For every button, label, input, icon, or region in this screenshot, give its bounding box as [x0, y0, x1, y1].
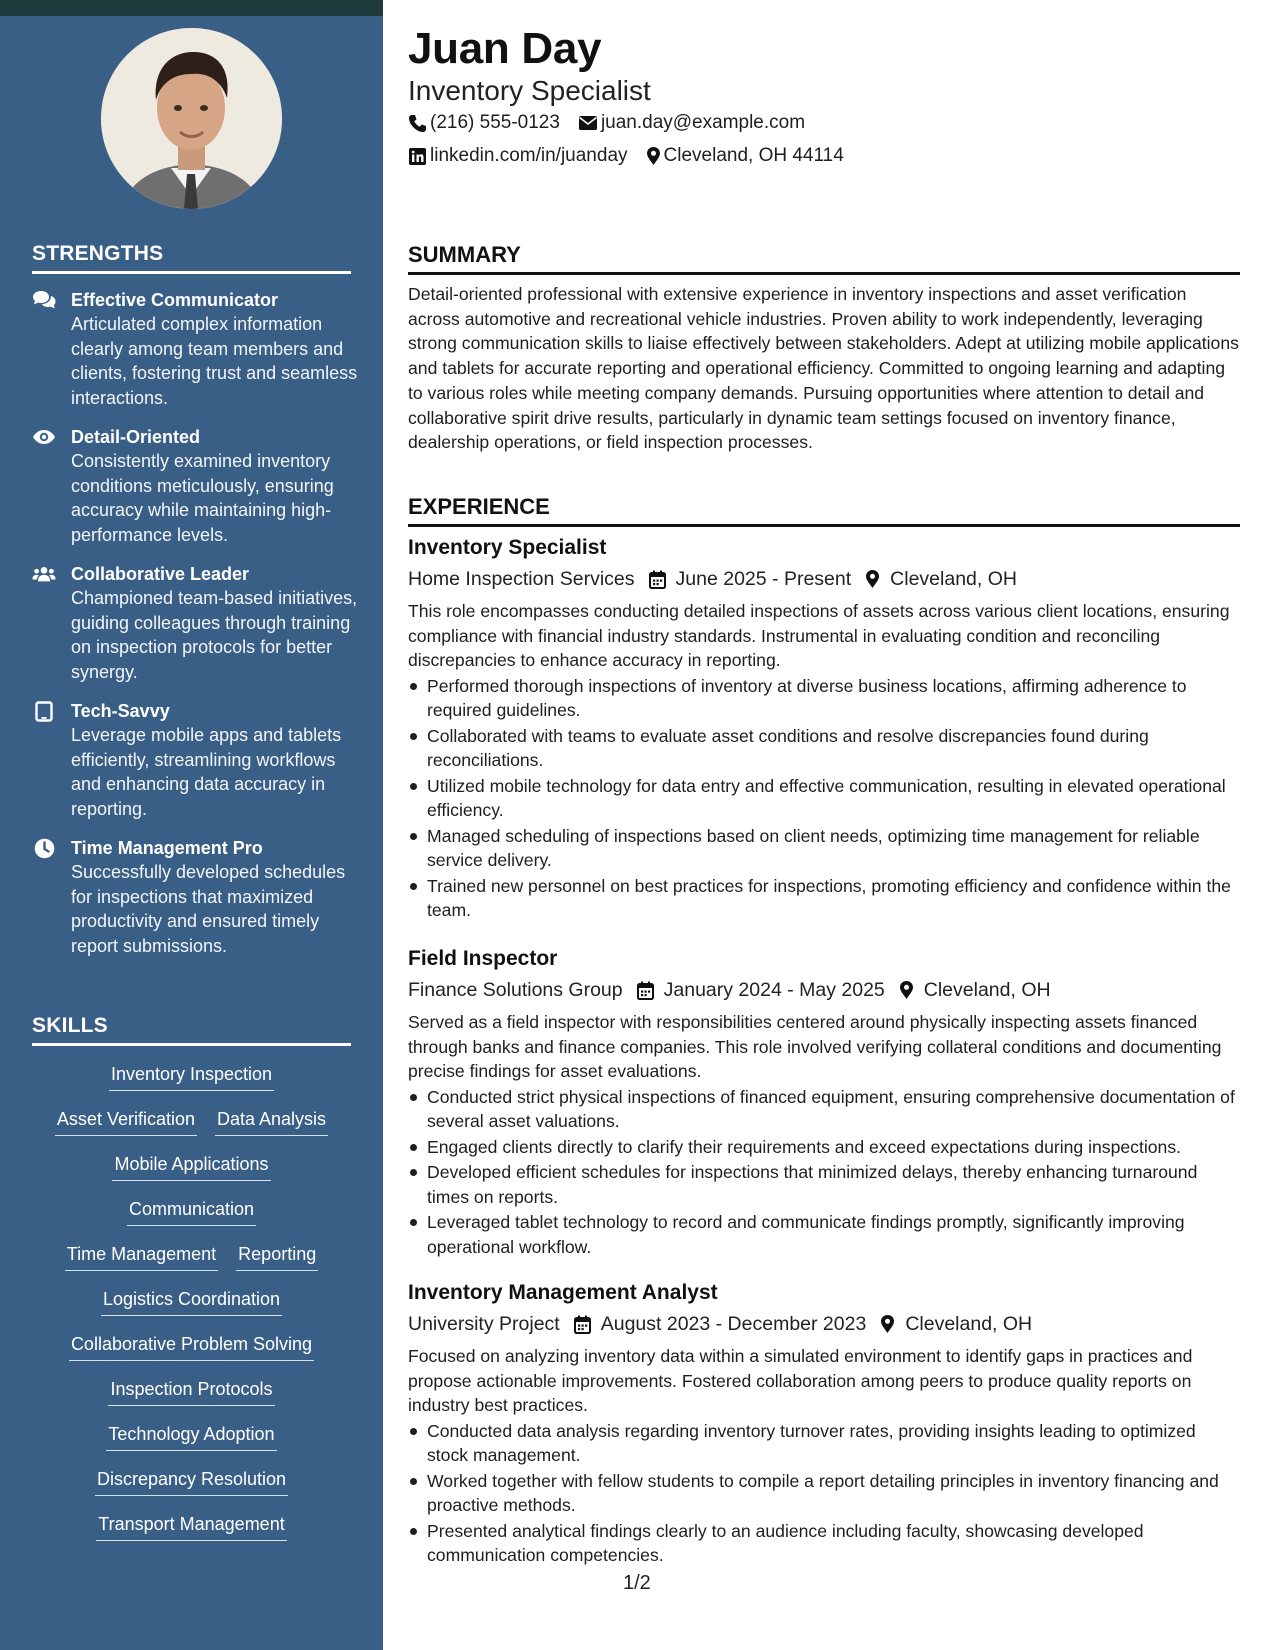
- skill-tag: Logistics Coordination: [101, 1287, 282, 1316]
- strength-title: Collaborative Leader: [71, 564, 250, 584]
- phone-number: (216) 555-0123: [430, 112, 560, 133]
- location-text: Cleveland, OH 44114: [663, 145, 844, 166]
- company-name: Home Inspection Services: [408, 568, 635, 590]
- job-location-text: Cleveland, OH: [905, 1313, 1033, 1335]
- job-location-text: Cleveland, OH: [890, 568, 1017, 590]
- job-bullet: Collaborated with teams to evaluate asset conditions and resolve discrepancies found during reconciliations.: [408, 724, 1240, 773]
- job-bullet: Engaged clients directly to clarify their requirements and exceed expectations during inspections.: [408, 1135, 1240, 1160]
- job-meta: [408, 1309, 1240, 1339]
- linkedin-contact[interactable]: [408, 145, 628, 167]
- tablet-icon: [32, 700, 56, 722]
- experience-entry: [408, 534, 1240, 924]
- job-meta: [408, 564, 1240, 594]
- job-bullet: Conducted strict physical inspections of financed equipment, ensuring comprehensive documentation of several asset valuations.: [408, 1085, 1240, 1134]
- linkedin-icon: [408, 147, 427, 166]
- contact-row: [408, 112, 823, 134]
- job-bullet: Leveraged tablet technology to record and communicate findings promptly, significantly improving operational workflow.: [408, 1210, 1240, 1259]
- skill-tag: Collaborative Problem Solving: [69, 1332, 314, 1361]
- job-bullet: Worked together with fellow students to compile a report detailing principles in inventory financing and proactive methods.: [408, 1469, 1240, 1518]
- phone-icon: [408, 114, 427, 133]
- contact-row: [408, 145, 862, 167]
- strength-title: Detail-Oriented: [71, 427, 201, 447]
- skills-heading: SKILLS: [32, 1014, 351, 1046]
- company-name: University Project: [408, 1313, 560, 1335]
- map-pin-icon: [880, 1314, 895, 1334]
- candidate-title: Inventory Specialist: [408, 75, 651, 106]
- job-bullet: Developed efficient schedules for inspections that minimized delays, thereby enhancing turnaround times on reports.: [408, 1160, 1240, 1209]
- strength-description: Articulated complex information clearly among team members and clients, fostering trust and seamless interactions.: [71, 314, 358, 408]
- experience-heading: EXPERIENCE: [408, 494, 1240, 527]
- envelope-icon: [578, 115, 598, 131]
- skill-tag: Inventory Inspection: [109, 1062, 274, 1091]
- strength-title: Time Management Pro: [71, 838, 263, 858]
- skill-tag: Transport Management: [96, 1512, 286, 1541]
- strength-item: [32, 699, 362, 821]
- users-icon: [32, 563, 56, 585]
- job-bullet: Trained new personnel on best practices for inspections, promoting efficiency and confidence within the team.: [408, 874, 1240, 923]
- clock-icon: [32, 837, 56, 859]
- skill-tag: Asset Verification: [55, 1107, 197, 1136]
- strengths-heading: STRENGTHS: [32, 242, 351, 274]
- job-bullet: Conducted data analysis regarding inventory turnover rates, providing insights leading to optimized stock management.: [408, 1419, 1240, 1468]
- job-dates: [637, 975, 885, 1005]
- location-contact: [646, 145, 844, 167]
- job-description: Served as a field inspector with responsibilities centered around physically inspecting assets financed through banks and finance companies. This role involved verifying collateral conditions and documenting precise findings for asset evaluations.: [408, 1012, 1222, 1081]
- job-bullets: [408, 1419, 1240, 1568]
- skill-tag: Time Management: [65, 1242, 218, 1271]
- job-bullets: [408, 1085, 1240, 1260]
- map-pin-icon: [899, 980, 914, 1000]
- summary-heading: SUMMARY: [408, 242, 1240, 275]
- skill-tag: Discrepancy Resolution: [95, 1467, 288, 1496]
- skills-list: [32, 1062, 351, 1557]
- strength-item: [32, 288, 362, 410]
- strength-description: Leverage mobile apps and tablets efficiently, streamlining workflows and enhancing data accuracy in reporting.: [71, 725, 342, 819]
- strength-description: Consistently examined inventory conditions meticulously, ensuring accuracy while maintaining high-performance levels.: [71, 451, 334, 545]
- email-contact[interactable]: [578, 112, 805, 134]
- strengths-list: [32, 288, 362, 973]
- skill-tag: Technology Adoption: [106, 1422, 276, 1451]
- job-dates-text: June 2025 - Present: [675, 568, 852, 590]
- job-location: [865, 564, 1017, 594]
- job-bullet: Utilized mobile technology for data entry and effective communication, resulting in elevated operational efficiency.: [408, 774, 1240, 823]
- skill-tag: Mobile Applications: [112, 1152, 270, 1181]
- eye-icon: [32, 426, 56, 448]
- linkedin-url[interactable]: linkedin.com/in/juanday: [430, 145, 628, 166]
- job-description: This role encompasses conducting detailed inspections of assets across various client locations, ensuring compliance with financial industry standards. Instrumental in evaluating condition and reconciling discrepancies to enhance accuracy in reporting.: [408, 601, 1230, 670]
- job-bullet: Managed scheduling of inspections based on client needs, optimizing time management for reliable service delivery.: [408, 824, 1240, 873]
- strength-title: Effective Communicator: [71, 290, 279, 310]
- job-dates: [649, 564, 852, 594]
- strength-item: [32, 562, 362, 684]
- map-pin-icon: [865, 569, 880, 589]
- calendar-icon: [637, 981, 654, 1000]
- sidebar-top-bar: [0, 0, 383, 16]
- job-location: [899, 975, 1051, 1005]
- email-address[interactable]: juan.day@example.com: [600, 112, 806, 133]
- summary-text: Detail-oriented professional with extensive experience in inventory inspections and asset verification across automotive and recreational vehicle industries. Proven ability to work independently, leveraging strong communication skills to liaise effectively between stakeholders. Adept at utilizing mobile applications and tablets for accurate reporting and operational efficiency. Committed to ongoing learning and adapting to various roles while meeting company demands. Pursuing opportunities where attention to detail and collaborative spirit drive results, particularly in dynamic team settings focused on inventory finance, dealership operations, or field inspection processes.: [408, 284, 1239, 453]
- strength-item: [32, 836, 362, 958]
- job-meta: [408, 975, 1240, 1005]
- profile-photo: [101, 28, 282, 209]
- job-bullet: Presented analytical findings clearly to an audience including faculty, showcasing developed communication competencies.: [408, 1519, 1240, 1568]
- calendar-icon: [649, 570, 666, 589]
- job-bullets: [408, 674, 1240, 923]
- job-dates: [574, 1309, 867, 1339]
- comments-icon: [32, 289, 56, 311]
- avatar: [101, 28, 282, 209]
- phone-contact: [408, 112, 560, 134]
- company-name: Finance Solutions Group: [408, 979, 623, 1001]
- strength-description: Successfully developed schedules for inspections that maximized productivity and ensured timely report submissions.: [71, 862, 346, 956]
- job-location-text: Cleveland, OH: [923, 979, 1051, 1001]
- job-title: Field Inspector: [408, 947, 558, 970]
- main-content: [408, 0, 1240, 1650]
- experience-entry: [408, 1279, 1240, 1569]
- strength-description: Championed team-based initiatives, guiding colleagues through training on inspection protocols for better synergy.: [71, 588, 358, 682]
- skill-tag: Inspection Protocols: [108, 1377, 274, 1406]
- skill-tag: Communication: [127, 1197, 256, 1226]
- job-dates-text: January 2024 - May 2025: [663, 979, 885, 1001]
- skill-tag: Reporting: [236, 1242, 318, 1271]
- strength-title: Tech-Savvy: [71, 701, 170, 721]
- job-dates-text: August 2023 - December 2023: [600, 1313, 867, 1335]
- job-location: [880, 1309, 1032, 1339]
- map-pin-icon: [646, 146, 661, 166]
- job-title: Inventory Specialist: [408, 536, 607, 559]
- job-bullet: Performed thorough inspections of inventory at diverse business locations, affirming adherence to required guidelines.: [408, 674, 1240, 723]
- page-number: 1/2: [623, 1572, 651, 1594]
- sidebar: [0, 0, 383, 1650]
- candidate-name: Juan Day: [408, 24, 602, 73]
- experience-entry: [408, 945, 1240, 1260]
- job-description: Focused on analyzing inventory data within a simulated environment to identify gaps in practices and propose actionable improvements. Fostered collaboration among peers to produce quality reports on industry best practices.: [408, 1346, 1193, 1415]
- strength-item: [32, 425, 362, 547]
- skill-tag: Data Analysis: [215, 1107, 328, 1136]
- job-title: Inventory Management Analyst: [408, 1281, 718, 1304]
- calendar-icon: [574, 1315, 591, 1334]
